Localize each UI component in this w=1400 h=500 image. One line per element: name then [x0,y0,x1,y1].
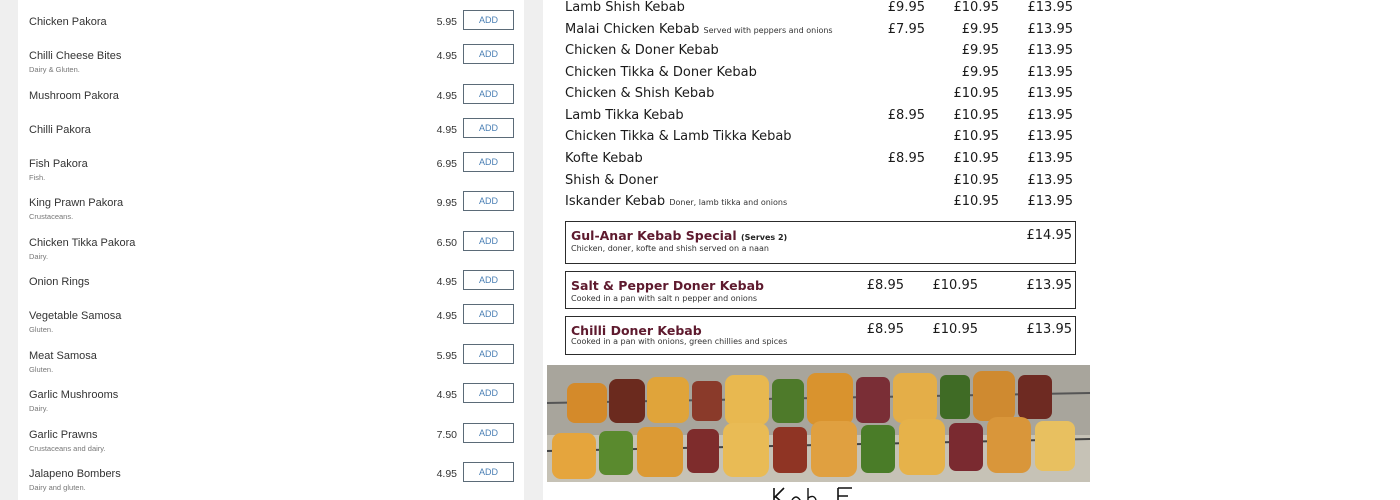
add-button[interactable]: ADD [463,118,514,138]
item-name: Vegetable Samosa [29,310,122,322]
item-price: 4.95 [436,276,457,288]
item-name: Garlic Mushrooms [29,389,119,401]
price-medium: £10.95 [932,278,978,293]
add-button[interactable]: ADD [463,152,514,172]
add-button[interactable]: ADD [463,84,514,104]
kebab-name: Lamb Shish Kebab [565,0,685,15]
item-price: 4.95 [436,310,457,322]
item-allergen-note: Fish. [29,173,46,182]
item-name: Chicken Pakora [29,16,107,28]
kebab-name: Chicken & Shish Kebab [565,86,715,101]
menu-items-panel [18,0,524,500]
item-name: Chilli Cheese Bites [29,50,122,62]
add-button[interactable]: ADD [463,344,514,364]
special-name: Chilli Doner Kebab [571,323,702,338]
special-gul-anar [565,221,1076,264]
serves-note: (Serves 2) [740,233,788,242]
item-name: Garlic Prawns [29,429,98,441]
add-button[interactable]: ADD [463,383,514,403]
special-description: Cooked in a pan with onions, green chillies and spices [571,337,788,346]
kebab-name: Iskander Kebab Doner, lamb tikka and onions [565,194,788,209]
price-large: £13.95 [1027,65,1073,80]
price-medium: £10.95 [953,108,999,123]
price-small: £9.95 [887,0,925,15]
price-small: £8.95 [866,278,904,293]
price-medium: £10.95 [953,0,999,15]
special-description: Cooked in a pan with salt n pepper and onions [571,294,758,303]
item-allergen-note: Dairy. [29,252,49,261]
add-button[interactable]: ADD [463,423,514,443]
kebab-name: Chicken Tikka & Doner Kebab [565,65,757,80]
price-medium: £10.95 [953,151,999,166]
kebab-row-chicken-doner [565,43,1095,64]
item-allergen-note: Gluten. [29,365,54,374]
item-price: 5.95 [436,16,457,28]
price-medium: £9.95 [961,22,999,37]
add-button[interactable]: ADD [463,462,514,482]
kebab-row-chicken-shish [565,86,1095,107]
add-button[interactable]: ADD [463,44,514,64]
item-price: 6.50 [436,237,457,249]
price-large: £13.95 [1027,129,1073,144]
kebab-name: Shish & Doner [565,173,659,188]
kebab-row-kofte [565,151,1095,172]
item-allergen-note: Dairy. [29,404,49,413]
price-medium: £9.95 [961,65,999,80]
special-name: Gul-Anar Kebab Special (Serves 2) [571,228,788,243]
item-price: 9.95 [436,197,457,209]
price-medium: £10.95 [953,173,999,188]
price-large: £13.95 [1027,43,1073,58]
price-large: £13.95 [1027,173,1073,188]
item-price: 5.95 [436,350,457,362]
price-small: £8.95 [887,108,925,123]
price-large: £13.95 [1026,278,1072,293]
price-small: £8.95 [887,151,925,166]
price-medium: £10.95 [953,194,999,209]
item-price: 4.95 [436,389,457,401]
item-name: Mushroom Pakora [29,90,119,102]
kebab-menu-image [543,0,1400,500]
item-price: 4.95 [436,90,457,102]
item-name: Onion Rings [29,276,90,288]
kebab-name: Chicken & Doner Kebab [565,43,719,58]
item-price: 6.95 [436,158,457,170]
kebab-name: Chicken Tikka & Lamb Tikka Kebab [565,129,792,144]
price-medium: £10.95 [932,322,978,337]
kebab-description: Served with peppers and onions [703,26,833,35]
price-medium: £9.95 [961,43,999,58]
kebab-row-chicken-tikka-doner [565,65,1095,86]
special-description: Chicken, doner, kofte and shish served on a naan [571,244,769,253]
price-large: £13.95 [1027,0,1073,15]
item-price: 7.50 [436,429,457,441]
price-medium: £10.95 [953,86,999,101]
item-name: Meat Samosa [29,350,97,362]
kebab-row-malai-chicken [565,22,1095,43]
add-button[interactable]: ADD [463,191,514,211]
price-large: £13.95 [1027,194,1073,209]
item-price: 4.95 [436,124,457,136]
price-medium: £10.95 [953,129,999,144]
add-button[interactable]: ADD [463,270,514,290]
add-button[interactable]: ADD [463,231,514,251]
kebab-section-script-heading [768,484,888,500]
item-name: King Prawn Pakora [29,197,124,209]
price-large: £14.95 [1026,228,1072,243]
kebab-name: Lamb Tikka Kebab [565,108,684,123]
price-large: £13.95 [1026,322,1072,337]
item-name: Chilli Pakora [29,124,91,136]
item-name: Jalapeno Bombers [29,468,121,480]
kebab-name: Malai Chicken Kebab Served with peppers and onions [565,22,833,37]
special-name: Salt & Pepper Doner Kebab [571,278,764,293]
add-button[interactable]: ADD [463,10,514,30]
price-small: £7.95 [887,22,925,37]
kebab-row-shish-doner [565,173,1095,194]
item-allergen-note: Crustaceans. [29,212,74,221]
item-name: Fish Pakora [29,158,88,170]
item-allergen-note: Gluten. [29,325,54,334]
item-allergen-note: Dairy & Gluten. [29,65,80,74]
price-large: £13.95 [1027,86,1073,101]
kebab-row-iskander [565,194,1095,215]
item-allergen-note: Crustaceans and dairy. [29,444,106,453]
kebab-skewers-photo [547,365,1090,482]
kebab-row-lamb-tikka [565,108,1095,129]
price-large: £13.95 [1027,22,1073,37]
item-allergen-note: Dairy and gluten. [29,483,86,492]
kebab-description: Doner, lamb tikka and onions [669,198,788,207]
add-button[interactable]: ADD [463,304,514,324]
special-salt-pepper-doner [565,271,1076,309]
special-chilli-doner [565,316,1076,355]
kebab-row-lamb-shish [565,0,1095,21]
price-large: £13.95 [1027,151,1073,166]
item-name: Chicken Tikka Pakora [29,237,136,249]
item-price: 4.95 [436,468,457,480]
kebab-name: Kofte Kebab [565,151,643,166]
price-large: £13.95 [1027,108,1073,123]
item-price: 4.95 [436,50,457,62]
kebab-row-chicken-tikka-lamb-tikka [565,129,1095,150]
price-small: £8.95 [866,322,904,337]
